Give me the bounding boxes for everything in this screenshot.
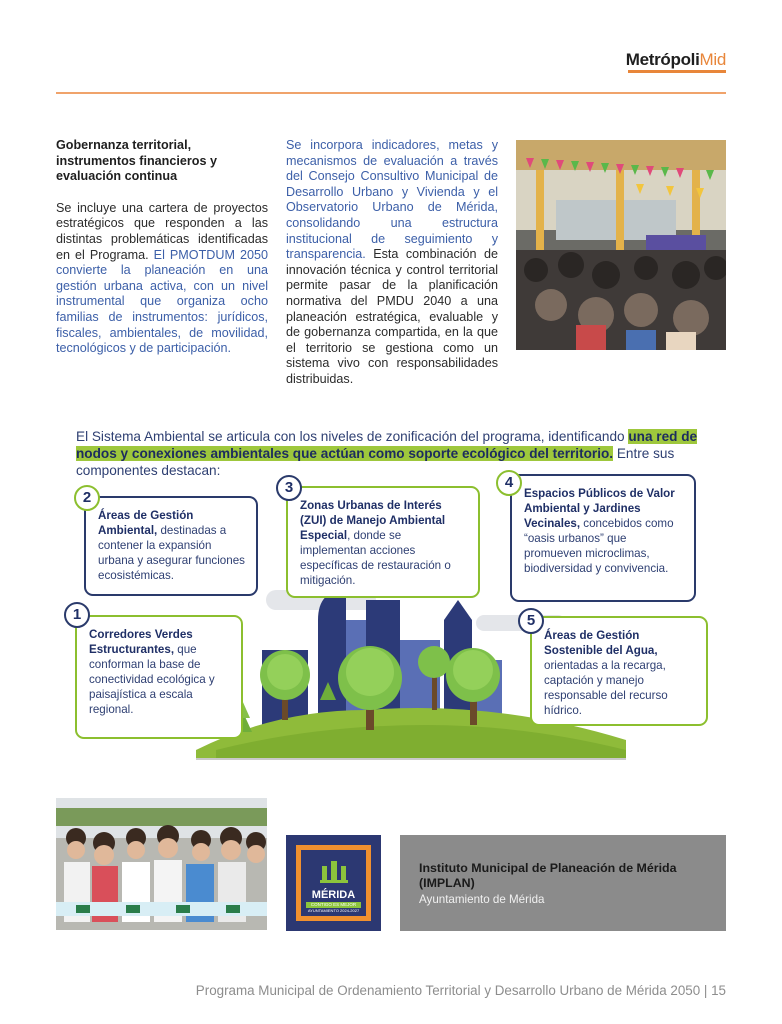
component-number-1: 1 xyxy=(64,602,90,628)
institution-subtitle: Ayuntamiento de Mérida xyxy=(419,893,545,906)
page-footer: Programa Municipal de Ordenamiento Territorial y Desarrollo Urbano de Mérida 2050 | 15 xyxy=(195,983,726,998)
section-heading: Gobernanza territorial, instrumentos financieros y evaluación continua xyxy=(56,138,217,184)
header-logo: MetrópoliMid xyxy=(625,50,726,69)
institution-box xyxy=(400,835,726,931)
component-card-4: Espacios Públicos de Valor Ambiental y Jardines Vecinales, concebidos como “oasis urbanos” que promueven microclimas, biodiversidad y convivencia. xyxy=(510,474,696,602)
component-number-3: 3 xyxy=(276,475,302,501)
institution-title: Instituto Municipal de Planeación de Mérida (IMPLAN) xyxy=(419,861,677,890)
component-card-2: Áreas de Gestión Ambiental, destinadas a contener la expansión urbana y asegurar funciones ecosistémicas. xyxy=(84,496,258,596)
component-number-4: 4 xyxy=(496,470,522,496)
highlighted-phrase: una red de nodos y conexiones ambientales que actúan como soporte ecológico del territorio. xyxy=(76,429,698,461)
component-number-5: 5 xyxy=(518,608,544,634)
ribbon-ceremony-photo xyxy=(56,798,267,930)
component-card-1: Corredores Verdes Estructurantes, que conforman la base de conectividad ecológica y paisajística a escala regional. xyxy=(75,615,243,739)
header-rule xyxy=(56,92,726,94)
component-number-2: 2 xyxy=(74,485,100,511)
column-1 xyxy=(56,138,268,357)
merida-emblem-icon xyxy=(319,858,349,884)
component-card-5: Áreas de Gestión Sostenible del Agua, orientadas a la recarga, captación y manejo responsable del recurso hídrico. xyxy=(530,616,708,726)
column-1-paragraph: Se incluye una cartera de proyectos estratégicos que responden a las distintas problemáticas identificadas en el Programa. El PMOTDUM 2050 convierte la planeación en una gestión urbana activa, con un nivel instrumental que organiza ocho familias de instrumentos: jurídicos, fiscales, ambientales, de movilidad, tecnológicos y de participación. xyxy=(56,200,268,356)
component-card-3: Zonas Urbanas de Interés (ZUI) de Manejo Ambiental Especial, donde se implementan acciones específicas de restauración o mitigación. xyxy=(286,486,480,598)
logo-underline xyxy=(628,70,726,73)
community-meeting-photo xyxy=(516,140,726,350)
ambiental-intro: El Sistema Ambiental se articula con los niveles de zonificación del programa, identificando una red de nodos y conexiones ambientales que actúan como soporte ecológico del territorio. Entre sus componentes destacan: xyxy=(76,429,698,478)
merida-logo: MÉRIDA CONTIGO ES MEJOR AYUNTAMIENTO 2024-2027 xyxy=(286,835,381,931)
column-2-paragraph: Se incorpora indicadores, metas y mecanismos de evaluación a través del Consejo Consultivo Municipal de Desarrollo Urbano y Vivienda y el Observatorio Urbano de Mérida, consolidando una estructura institucional de seguimiento y transparencia. Esta combinación de innovación técnica y control territorial permite pasar de la planificación normativa del PMDU 2040 a una planeación estratégica, evaluable y de gobernanza compartida, en la que el territorio se gestiona como un sistema vivo con responsabilidades distribuidas. xyxy=(286,138,498,386)
